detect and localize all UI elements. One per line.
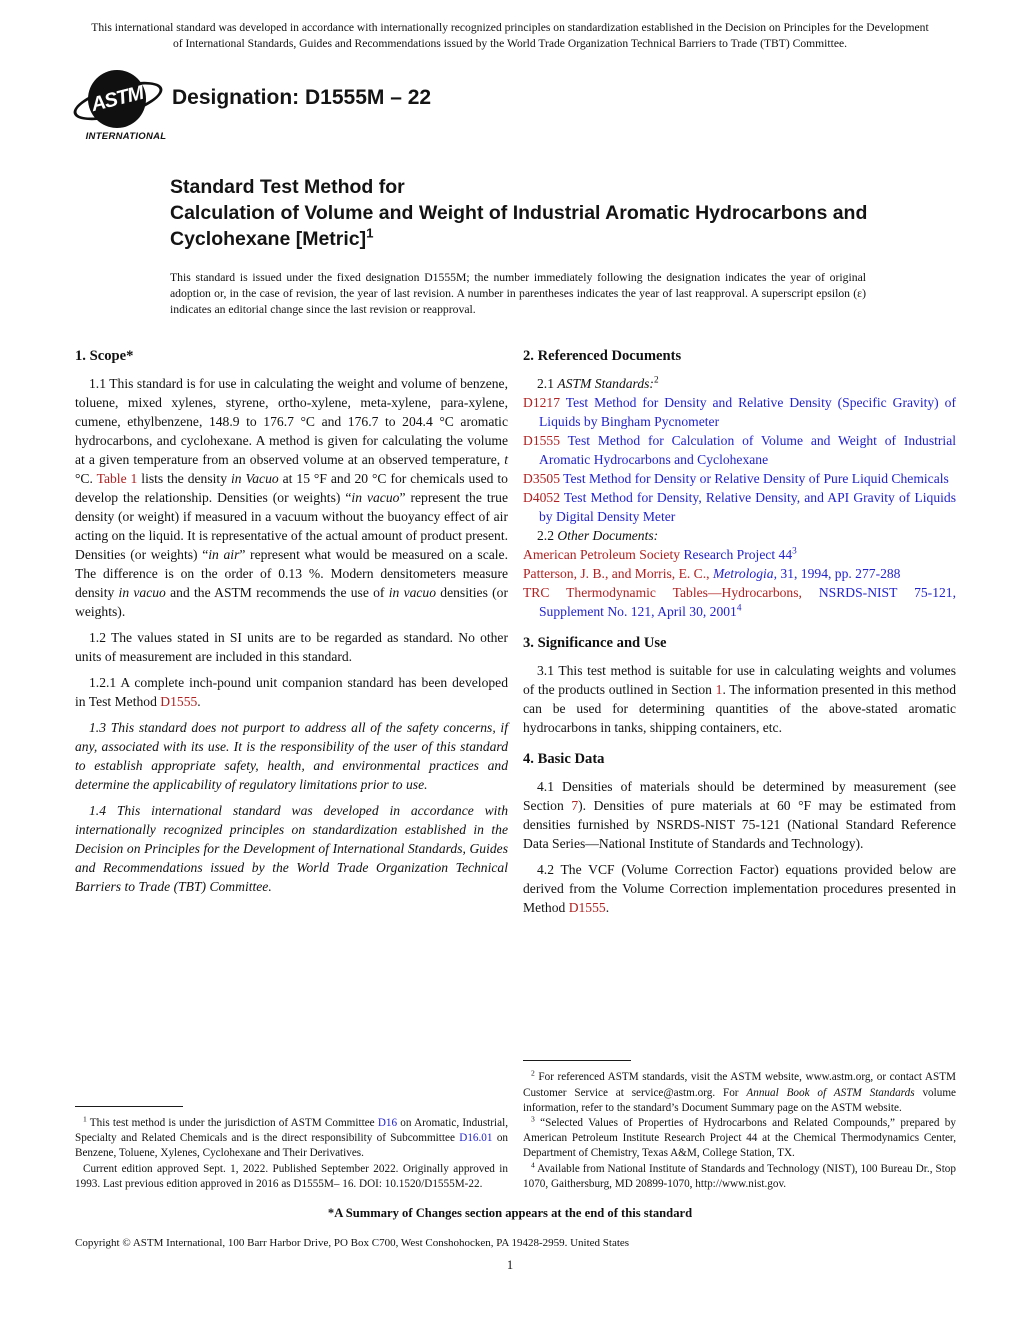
paragraph-1-3 bbox=[75, 718, 508, 794]
doc-link[interactable]: Test Method for Density or Relative Density of Pure Liquid Chemicals bbox=[560, 471, 949, 486]
paragraph-2-2 bbox=[523, 526, 956, 545]
section-heading-significance: 3. Significance and Use bbox=[523, 635, 667, 651]
copyright-line: Copyright © ASTM International, 100 Barr Harbor Drive, PO Box C700, West Conshohocken, PA 19428-2959. United States bbox=[75, 1237, 630, 1249]
text-segment: on Benzene, Toluene, Xylenes, Cyclohexane and Their Derivatives. bbox=[75, 1132, 508, 1160]
text-segment: 1.4 This international standard was developed in accordance with internationally recognized principles on standardization established in the Decision on Principles for the Development of International Standards, Guides and Recommendations issued by the World Trade Organization Technical Barriers to Trade (TBT) Committee. bbox=[75, 803, 508, 894]
left-footnotes bbox=[75, 1106, 508, 1192]
paragraph-1-1 bbox=[75, 374, 508, 621]
page-number: 1 bbox=[506, 1258, 514, 1272]
text-segment: “Selected Values of Properties of Hydrocarbons and Related Compounds,” prepared by American Petroleum Institute Research Project 44 at the Chemical Thermodynamics Center, Department of Chemistry, Texas A&M, College Station, TX. bbox=[523, 1116, 956, 1160]
footnote-3 bbox=[523, 1116, 956, 1162]
text-segment: lists the density bbox=[137, 471, 231, 486]
paragraph-1-2-1 bbox=[75, 673, 508, 711]
doc-link[interactable]: D4052 bbox=[523, 490, 561, 505]
text-segment: and the ASTM recommends the use of bbox=[165, 585, 389, 600]
text-segment: 2 bbox=[653, 374, 659, 385]
paragraph-1-2 bbox=[75, 628, 508, 666]
logo-international-text: INTERNATIONAL bbox=[85, 131, 167, 142]
text-segment: ). Densities of pure materials at 60 °F may be estimated from densities furnished by NSRDS-NIST 75-121 (National Standard Reference Data Series—National Institute of Standards and Technology). bbox=[523, 798, 956, 851]
text-segment: ASTM Standards: bbox=[557, 376, 654, 391]
text-segment: 1.2.1 A complete inch-pound unit companion standard has been developed in Test Method bbox=[75, 675, 508, 709]
doc-link[interactable]: 3 bbox=[792, 545, 797, 556]
page-title bbox=[170, 200, 870, 252]
reference-d1217 bbox=[523, 393, 956, 431]
text-segment: at 15 °F and 20 °C for chemicals used to develop the relationship. Densities (or weights) “ bbox=[75, 471, 508, 505]
text-segment: in Vacuo bbox=[230, 471, 279, 486]
text-segment: 4.2 The VCF (Volume Correction Factor) equations provided below are derived from the Volume Correction implementation procedures presented in Method bbox=[523, 862, 956, 915]
doc-link[interactable]: D16 bbox=[377, 1116, 398, 1129]
logo-astm-text: ASTM bbox=[88, 81, 146, 116]
title-block bbox=[170, 174, 870, 252]
doc-link[interactable]: 1 bbox=[715, 682, 723, 697]
text-segment: 1 bbox=[366, 225, 374, 241]
summary-of-changes-note: *A Summary of Changes section appears at the end of this standard bbox=[327, 1206, 693, 1220]
doc-link[interactable]: American Petroleum Society bbox=[523, 547, 681, 562]
text-segment: 2.2 bbox=[537, 528, 558, 543]
section-heading-basic-data: 4. Basic Data bbox=[523, 751, 605, 767]
text-segment: . bbox=[197, 694, 201, 709]
text-segment: 4.1 Densities of materials should be determined by measurement (see Section bbox=[523, 779, 956, 813]
doc-link[interactable]: D1555 bbox=[568, 900, 606, 915]
paragraph-2-1 bbox=[523, 374, 956, 393]
text-segment: Available from National Institute of Standards and Technology (NIST), 100 Bureau Dr., Stop 1070, Gaithersburg, MD 20899-1070, http://www.nist.gov. bbox=[523, 1162, 956, 1190]
text-segment: in vacuo bbox=[118, 585, 166, 600]
left-column bbox=[75, 348, 508, 1196]
right-column bbox=[523, 348, 956, 1196]
reference-trc-tables bbox=[523, 583, 956, 621]
doc-link[interactable]: Patterson, J. B., and Morris, E. C., bbox=[523, 566, 710, 581]
text-segment: in vacuo bbox=[351, 490, 400, 505]
doc-link[interactable]: D16.01 bbox=[459, 1132, 493, 1145]
paragraph-4-1 bbox=[523, 777, 956, 853]
doc-link[interactable]: Research Project 44 bbox=[680, 547, 793, 562]
text-segment: ” represent what would be measured on a scale. The difference is on the order of 0.13 %. Modern densitometers measure density bbox=[75, 547, 508, 600]
text-segment: Current edition approved Sept. 1, 2022. Published September 2022. Originally approved in 1993. Last previous edition approved in 2016 as D1555M– 16. DOI: 10.1520/D1555M-22. bbox=[75, 1162, 508, 1190]
doc-link[interactable]: Metrologia bbox=[712, 566, 774, 581]
text-segment: 1.3 This standard does not purport to address all of the safety concerns, if any, associated with its use. It is the responsibility of the user of this standard to establish appropriate safety, health, and environmental practices and determine the applicability of regulatory limitations prior to use. bbox=[75, 720, 508, 792]
footnote-2 bbox=[523, 1070, 956, 1116]
doc-link[interactable]: 4 bbox=[736, 602, 742, 613]
reference-d1555 bbox=[523, 431, 956, 469]
doc-link[interactable]: NSRDS-NIST 75-121, Supplement No. 121, April 30, 2001 bbox=[539, 585, 956, 619]
title-kicker: Standard Test Method for bbox=[170, 176, 405, 198]
text-segment: volume information, refer to the standard’s Document Summary page on the ASTM website. bbox=[523, 1086, 956, 1114]
text-segment: 4 bbox=[531, 1159, 535, 1169]
doc-link[interactable]: D1555 bbox=[160, 694, 198, 709]
reference-patterson-morris bbox=[523, 564, 956, 583]
doc-link[interactable]: , 31, 1994, pp. 277-288 bbox=[773, 566, 901, 581]
text-segment: 2.1 bbox=[537, 376, 558, 391]
text-segment: This test method is under the jurisdiction of ASTM Committee bbox=[86, 1116, 378, 1129]
doc-link[interactable]: Test Method for Calculation of Volume and Weight of Industrial Aromatic Hydrocarbons and Cyclohexane bbox=[539, 433, 956, 467]
doc-link[interactable]: Test Method for Density, Relative Density, and API Gravity of Liquids by Digital Density Meter bbox=[539, 490, 956, 524]
reference-d3505 bbox=[523, 469, 956, 488]
doc-link[interactable]: D1555 bbox=[523, 433, 561, 448]
text-segment: t bbox=[504, 452, 508, 467]
paragraph-3-1 bbox=[523, 661, 956, 737]
text-segment: Calculation of Volume and Weight of Industrial Aromatic Hydrocarbons and Cyclohexane [Metric] bbox=[170, 202, 868, 250]
text-segment: densities (or weights). bbox=[75, 585, 508, 619]
text-segment: 1.1 This standard is for use in calculating the weight and volume of benzene, toluene, mixed xylenes, styrene, ortho-xylene, meta-xylene, para-xylene, cumene, ethylbenzene, 148.9 to 176.7 °C and 176.7 to 204.4 °C aromatic hydrocarbons, and cyclohexane. A method is given for calculating the volume at a given temperature from an observed volume at an observed temperature, bbox=[75, 376, 508, 467]
paragraph-1-4 bbox=[75, 801, 508, 896]
doc-link[interactable]: D3505 bbox=[523, 471, 561, 486]
footnote-1 bbox=[75, 1116, 508, 1162]
text-segment: For referenced ASTM standards, visit the ASTM website, www.astm.org, or contact ASTM Customer Service at service@astm.org. For bbox=[523, 1071, 956, 1099]
text-segment: on Aromatic, Industrial, Specialty and Related Chemicals and is the direct responsibility of Subcommittee bbox=[75, 1116, 508, 1145]
astm-logo bbox=[76, 68, 176, 152]
doc-link[interactable]: TRC Thermodynamic Tables—Hydrocarbons, bbox=[523, 585, 802, 600]
paragraph-4-2 bbox=[523, 860, 956, 917]
right-footnotes bbox=[523, 1060, 956, 1192]
text-segment: in air bbox=[208, 547, 240, 562]
issued-note: This standard is issued under the fixed designation D1555M; the number immediately following the designation indicates the year of original adoption or, in the case of revision, the year of last revision. A number in parentheses indicates the year of last reapproval. A superscript epsilon (ε) indicates an editorial change since the last revision or reapproval. bbox=[170, 271, 866, 316]
footnote-rule bbox=[75, 1106, 183, 1107]
doc-link[interactable]: Test Method for Density and Relative Density (Specific Gravity) of Liquids by Bingham Pycnometer bbox=[539, 395, 956, 429]
text-segment: Annual Book of ASTM Standards bbox=[746, 1086, 915, 1099]
footnote-rule bbox=[523, 1060, 631, 1061]
section-heading-scope: 1. Scope* bbox=[75, 348, 134, 364]
reference-api-project-44 bbox=[523, 545, 956, 564]
text-segment: 3 bbox=[531, 1114, 535, 1124]
doc-link[interactable]: 7 bbox=[571, 798, 579, 813]
text-segment: . The information presented in this method can be used for determining quantities of the above-stated aromatic hydrocarbons in tanks, shipping containers, etc. bbox=[523, 682, 956, 735]
doc-link[interactable]: Table 1 bbox=[96, 471, 138, 486]
text-segment: 2 bbox=[531, 1068, 535, 1078]
text-segment: 1 bbox=[83, 1114, 87, 1124]
text-segment: 3.1 This test method is suitable for use in calculating weights and volumes of the products outlined in Section bbox=[523, 663, 956, 697]
text-segment: . bbox=[605, 900, 610, 915]
intl-standard-notice: This international standard was developed in accordance with internationally recognized principles on standardization established in the Decision on Principles for the Development of International Standards, Guides and Recommendations issued by the World Trade Organization Technical Barriers to Trade (TBT) Committee. bbox=[91, 21, 929, 50]
doc-link[interactable]: D1217 bbox=[523, 395, 561, 410]
text-segment: 1.2 The values stated in SI units are to be regarded as standard. No other units of measurement are included in this standard. bbox=[75, 630, 508, 664]
text-segment: °C. bbox=[75, 471, 97, 486]
text-segment: in vacuo bbox=[388, 585, 437, 600]
text-segment: Other Documents: bbox=[557, 528, 659, 543]
logo-globe bbox=[88, 70, 146, 128]
footnote-1-edition bbox=[75, 1162, 508, 1192]
reference-d4052 bbox=[523, 488, 956, 526]
designation: Designation: D1555M – 22 bbox=[172, 86, 432, 109]
section-heading-referenced-documents: 2. Referenced Documents bbox=[523, 348, 682, 364]
text-segment: ” represent the true density (or weight) if measured in a vacuum without the buoyancy effect of air acting on the liquid. It is representative of the actual amount of product present. Densities (or weights) “ bbox=[75, 490, 508, 562]
footnote-4 bbox=[523, 1159, 956, 1192]
